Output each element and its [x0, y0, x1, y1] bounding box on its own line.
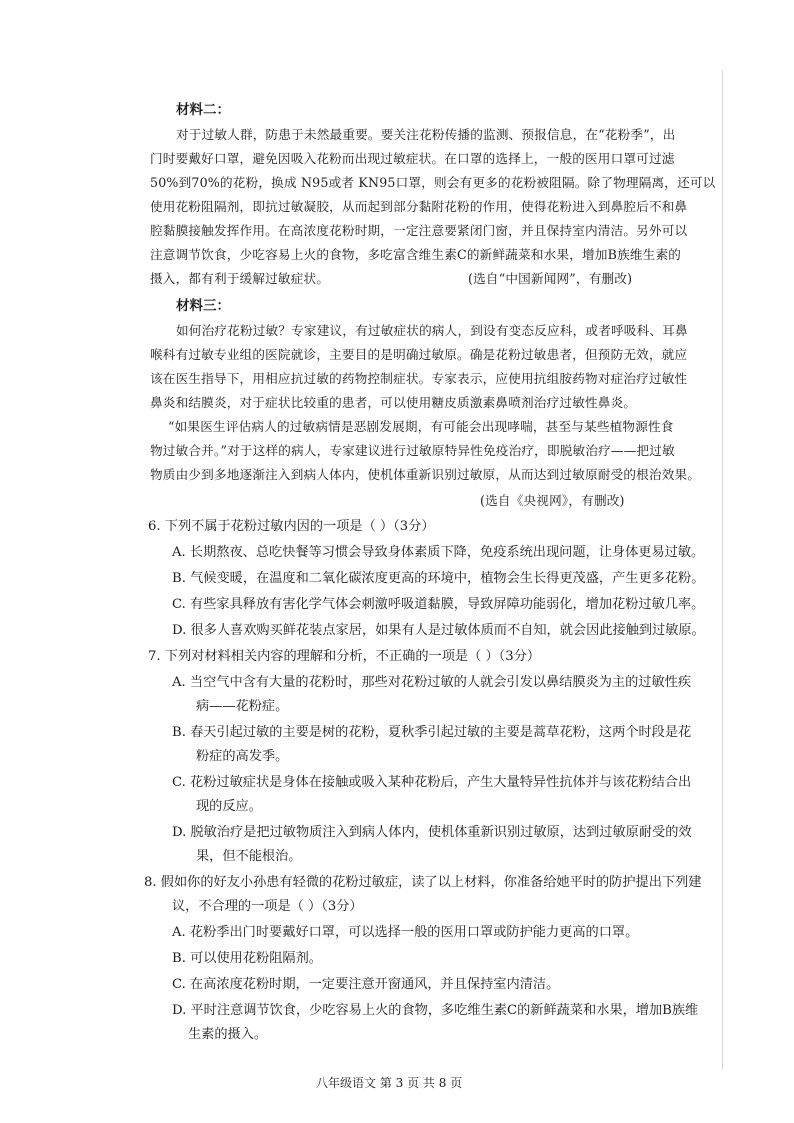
question-7-option-c-cont: 现的反应。: [196, 799, 262, 814]
question-8-option-b: B. 可以使用花粉阻隔剂。: [172, 951, 322, 966]
question-6-option-d: D. 很多人喜欢购买鲜花装点家居，如果有人是过敏体质而不自知，就会因此接触到过敏原。: [172, 623, 705, 638]
material-3-line: 如何治疗花粉过敏？专家建议，有过敏症状的病人，到设有变态反应科，或者呼吸科、耳鼻: [176, 323, 688, 338]
material-2-title: 材料二：: [176, 102, 230, 118]
question-6-stem: 6. 下列不属于花粉过敏内因的一项是（ ）（3分）: [148, 519, 435, 534]
material-3-line: 该在医生指导下，用相应抗过敏的药物控制症状。专家表示，应使用抗组胺药物对症治疗过敏性: [150, 371, 688, 386]
material-2-line: 对于过敏人群，防患于未然最重要。要关注花粉传播的监测、预报信息，在“花粉季”，出: [176, 127, 676, 142]
question-7-option-a: A. 当空气中含有大量的花粉时，那些对花粉过敏的人就会引发以鼻结膜炎为主的过敏性疾: [172, 675, 692, 690]
question-7-option-a-cont: 病——花粉症。: [196, 699, 289, 714]
material-2-line: 腔黏膜接触发挥作用。在高浓度花粉时期，一定注意要紧闭门窗，并且保持室内清洁。另外可以: [150, 223, 688, 238]
question-7-option-d: D. 脱敏治疗是把过敏物质注入到病人体内，使机体重新识别过敏原，达到过敏原耐受的效: [172, 825, 692, 840]
question-8-option-d-cont: 生素的摄入。: [188, 1027, 268, 1042]
question-7-option-b-cont: 粉症的高发季。: [196, 749, 289, 764]
margin-line: [722, 70, 723, 1070]
question-7-stem: 7. 下列对材料相关内容的理解和分析，不正确的一项是（ ）（3分）: [148, 649, 541, 664]
material-3-line: 喉科有过敏专业组的医院就诊，主要目的是明确过敏原。确是花粉过敏患者，但预防无效，就应: [150, 347, 688, 362]
material-2-line: 注意调节饮食，少吃容易上火的食物，多吃富含维生素C的新鲜蔬菜和水果，增加B族维生素的: [150, 247, 682, 262]
material-2-line: 50%到70%的花粉，换成 N95或者 KN95口罩，则会有更多的花粉被阻隔。除了物理隔离，还可以: [150, 175, 716, 190]
material-2-line: 门时要戴好口罩，避免因吸入花粉而出现过敏症状。在口罩的选择上，一般的医用口罩可过滤: [150, 151, 675, 166]
material-3-line: 物过敏合并。”对于这样的病人，专家建议进行过敏原特异性免疫治疗，即脱敏治疗——把过敏: [150, 443, 675, 458]
question-7-option-b: B. 春天引起过敏的主要是树的花粉，夏秋季引起过敏的主要是蒿草花粉，这两个时段是花: [172, 725, 692, 740]
question-8-option-d: D. 平时注意调节饮食，少吃容易上火的食物，多吃维生素C的新鲜蔬菜和水果，增加B族维: [172, 1003, 699, 1018]
material-2-line: 使用花粉阻隔剂，即抗过敏凝胶，从而起到部分黏附花粉的作用，使得花粉进入到鼻腔后不和鼻: [150, 199, 688, 214]
question-8-stem: 8. 假如你的好友小孙患有轻微的花粉过敏症，读了以上材料，你准备给她平时的防护提出下列建: [144, 875, 702, 890]
question-8-stem-cont: 议，不合理的一项是（ ）（3分）: [172, 899, 363, 914]
material-3-line: “如果医生评估病人的过敏病情是恶剧发展期，有可能会出现哮喘，甚至与某些植物源性食: [168, 419, 674, 434]
question-7-option-d-cont: 果，但不能根治。: [196, 849, 302, 864]
question-6-option-b: B. 气候变暖，在温度和二氧化碳浓度更高的环境中，植物会生长得更茂盛，产生更多花粉。: [172, 571, 705, 586]
material-3-line: 物质由少到多地逐渐注入到病人体内，使机体重新识别过敏原，从而达到过敏原耐受的根治效果。: [150, 467, 701, 482]
question-8-option-c: C. 在高浓度花粉时期，一定要注意开窗通风，并且保持室内清洁。: [172, 977, 560, 992]
question-6-option-a: A. 长期熬夜、总吃快餐等习惯会导致身体素质下降，免疫系统出现问题，让身体更易过敏。: [172, 545, 705, 560]
material-2-line: 摄入，都有利于缓解过敏症状。: [150, 271, 330, 286]
material-3-line: 鼻炎和结膜炎，对于症状比较重的患者，可以使用糖皮质激素鼻喷剂治疗过敏性鼻炎。: [150, 395, 637, 410]
question-8-option-a: A. 花粉季出门时要戴好口罩，可以选择一般的医用口罩或防护能力更高的口罩。: [172, 925, 639, 940]
material-2-source: (选自“中国新闻网”，有删改): [468, 271, 633, 286]
question-7-option-c: C. 花粉过敏症状是身体在接触或吸入某种花粉后，产生大量特异性抗体并与该花粉结合出: [172, 775, 692, 790]
material-3-title: 材料三：: [176, 298, 230, 314]
question-6-option-c: C. 有些家具释放有害化学气体会刺激呼吸道黏膜，导致屏障功能弱化，增加花粉过敏几率。: [172, 597, 705, 612]
material-3-source: (选自《央视网》，有删改): [480, 493, 625, 508]
page-footer: 八年级语文 第 3 页 共 8 页: [316, 1076, 463, 1090]
